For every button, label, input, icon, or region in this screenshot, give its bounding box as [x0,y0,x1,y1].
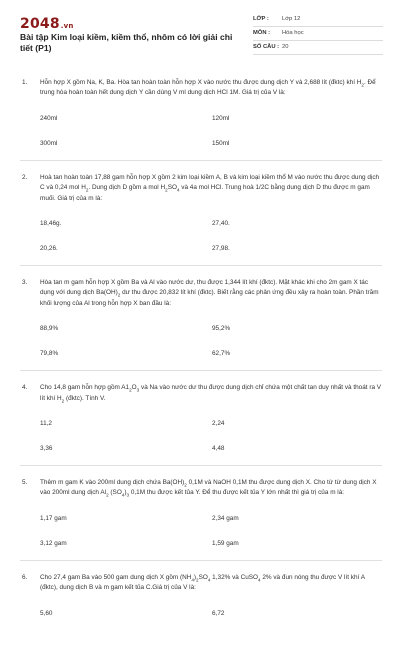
question-3 [0,278,400,359]
answer-option[interactable]: 95,2% [212,325,231,333]
question-5 [0,478,400,549]
answer-row [40,419,382,429]
answer-options [40,324,382,359]
answer-option[interactable]: 150ml [212,139,230,147]
answer-option[interactable]: 4,48 [212,445,225,453]
question-text: Hỗn hợp X gồm Na, K, Ba. Hòa tan hoàn toàn hỗn hợp X vào nước thu được dung dịch Y và 2,688 lít (đktc) khí $H_2$. Để trung hòa hoàn toàn hết dung dịch Y cần dùng V ml dung dịch HCl 1M. Giá trị của V là: [40,79,376,97]
answer-option[interactable]: 18,46g. [40,220,62,228]
answer-row [40,444,382,454]
question-text: Hòa tan m gam hỗn hợp X gồm Ba và Al vào nước dư, thu được 1,344 lít khí (đktc). Mặt khác khi cho 2m gam X tác dụng với dung dịch $Ba(OH)_2$ dư thu được 20,832 lít khí (đktc). Biết rằng các phản ứng đều xảy ra hoàn toàn. Phần trăm khối lượng của Al trong hỗn hợp X ban đầu là: [40,279,379,307]
question-divider [20,465,382,466]
meta-value-subject: Hóa học [282,30,304,36]
answer-row [40,244,382,254]
answer-option[interactable]: 300ml [40,139,58,147]
question-number: 4. [22,384,28,392]
answer-row [40,539,382,549]
answer-option[interactable]: 1,59 gam [212,539,239,547]
meta-label-count: SỐ CÂU : [253,44,280,50]
answer-row [40,349,382,359]
document-meta [253,13,383,55]
answer-option[interactable]: 79,8% [40,350,59,358]
question-4 [0,383,400,454]
answer-options [40,419,382,454]
meta-row-class [253,13,383,27]
question-2 [0,173,400,254]
answer-option[interactable]: 2,34 gam [212,514,239,522]
question-text: Hoà tan hoàn toàn 17,88 gam hỗn hợp X gồm 2 kim loại kiềm A, B và kim loại kiềm thổ M vào nước thu được dung dịch C và 0,24 mol $H_2$. Dung dịch D gồm a mol $H_2SO_4$ và 4a mol HCl. Trung hoà 1/2C bằng dung dịch D thu được m gam muối. Giá trị của m là: [40,173,380,202]
answer-option[interactable]: 27,98. [212,245,230,253]
question-number: 5. [22,479,28,487]
meta-row-subject [253,27,383,41]
answer-option[interactable]: 11,2 [40,420,52,428]
question-divider [20,265,382,266]
answer-row [40,324,382,334]
answer-row [40,609,382,619]
question-number: 2. [22,173,28,181]
answer-option[interactable]: 62,7% [212,350,231,358]
answer-option[interactable]: 2,24 [212,420,225,428]
answer-row [40,114,382,124]
meta-value-class: Lớp 12 [282,16,301,22]
answer-option[interactable]: 3,12 gam [40,539,67,547]
meta-row-count [253,41,383,55]
meta-label-subject: MÔN : [253,30,271,36]
answer-options [40,514,382,549]
answer-row [40,514,382,524]
answer-option[interactable]: 240ml [40,114,58,122]
question-6 [0,573,400,644]
logo-main: 2048 [20,16,60,32]
logo-sub: .vn [60,22,74,30]
answer-option[interactable]: 88,9% [40,325,59,333]
question-number: 1. [22,79,28,86]
meta-label-class: LỚP : [253,16,269,22]
question-number: 6. [22,573,28,581]
answer-options [40,609,382,644]
answer-option[interactable]: 6,72 [212,609,225,617]
meta-divider [253,54,383,55]
answer-option[interactable]: 120ml [212,114,230,122]
answer-row [40,634,382,644]
answer-row [40,139,382,149]
header [0,0,400,64]
question-text: Thêm m gam K vào 200ml dung dịch chứa $Ba(OH)_2$ 0,1M và NaOH 0,1M thu được dung dịch X. Cho từ từ dung dịch X vào 200ml dung dịch $Al_2$ $(SO_4)_3$ 0,1M thu được kết tủa Y. Để thu được kết tủa Y lớn nhất thì giá trị của m là: [40,479,377,498]
question-1 [0,78,400,149]
answer-option[interactable]: 27,40. [212,220,230,228]
document-title: Bài tập Kim loại kiềm, kiềm thổ, nhôm có lời giải chi tiết (P1) [20,32,233,53]
question-divider [20,560,382,561]
question-list [0,78,400,659]
question-text: Cho 27,4 gam Ba vào 500 gam dung dịch X gồm $(NH_4)_2SO_4$ 1,32% và CuSO$_4$ 2% và đun nóng thu được V lít khí A (đktc), dung dịch B và m gam kết tủa C.Giá trị của V là: [40,573,365,592]
meta-value-count: 20 [282,44,289,50]
question-divider [20,370,382,371]
answer-row [40,219,382,229]
answer-option[interactable]: 5,60 [40,609,53,617]
answer-options [40,219,382,254]
question-text: Cho 14,8 gam hỗn hợp gồm $A1_2O_3$ và Na vào nước dư thu được dung dịch chỉ chứa một chất tan duy nhất và thoát ra V lít khí $H_2$ (đktc). Tính V. [40,384,382,403]
site-logo[interactable] [20,16,74,32]
answer-option[interactable]: 3,36 [40,445,53,453]
answer-option[interactable]: 1,17 gam [40,514,67,522]
answer-options [40,114,382,149]
question-number: 3. [22,279,28,287]
answer-option[interactable]: 20,26. [40,245,58,253]
question-divider [20,160,382,161]
